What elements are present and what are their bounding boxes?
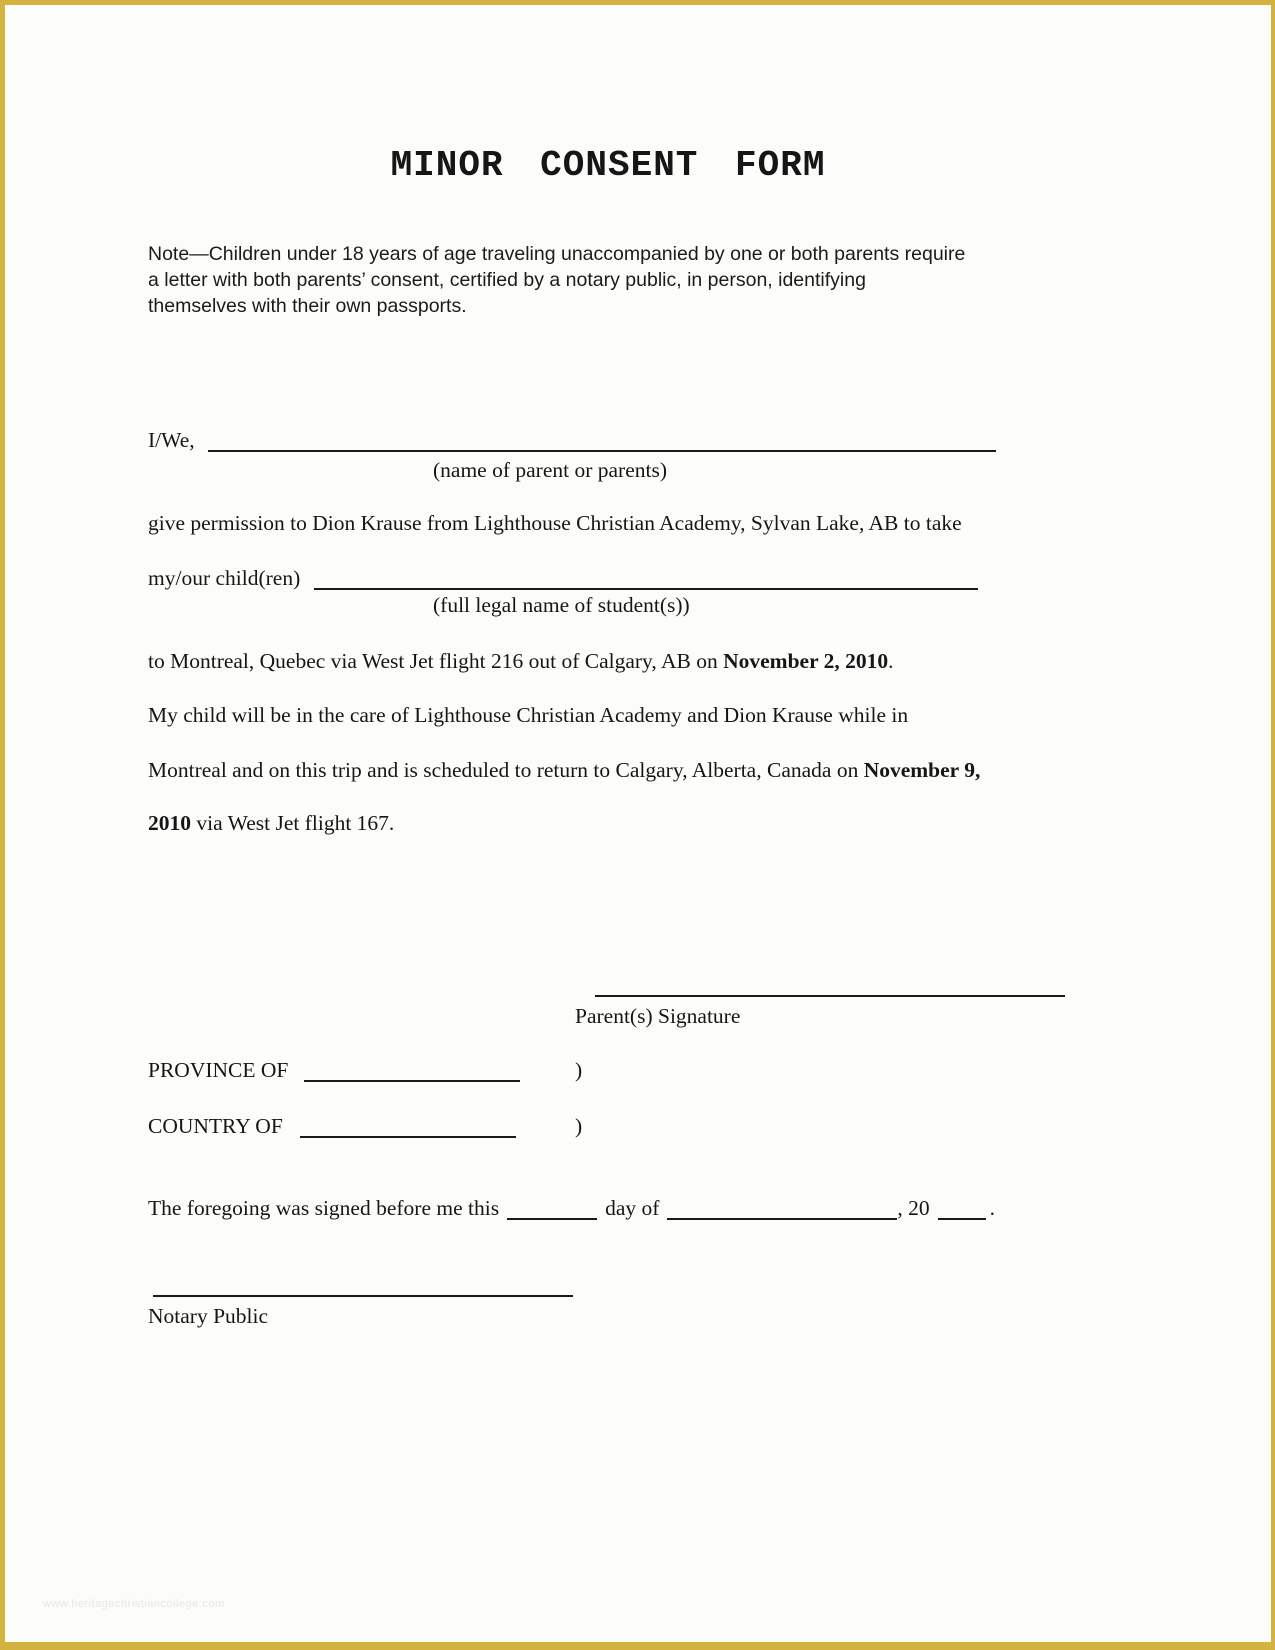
month-blank <box>667 1206 897 1220</box>
day-of-label: day of <box>605 1196 660 1220</box>
return-line <box>148 758 980 783</box>
travel-period: . <box>888 649 894 673</box>
country-blank <box>300 1124 516 1138</box>
iwe-line <box>148 428 996 453</box>
note-line: themselves with their own passports. <box>148 295 467 317</box>
notarization-line <box>148 1196 995 1221</box>
country-label: COUNTRY OF <box>148 1114 283 1138</box>
parent-signature-line <box>595 995 1065 997</box>
notary-caption: Notary Public <box>148 1304 269 1328</box>
watermark-text: www.heritagechristiancollege.com <box>43 1598 225 1610</box>
note-line: Note—Children under 18 years of age traveling unaccompanied by one or both parents require <box>148 243 966 265</box>
province-line <box>148 1058 520 1083</box>
travel-line <box>148 649 893 674</box>
year-blank <box>938 1206 986 1220</box>
parent-name-caption: (name of parent or parents) <box>433 458 668 482</box>
travel-date: November 2, 2010 <box>723 649 889 673</box>
note-line: a letter with both parents’ consent, certified by a notary public, in person, identifying <box>148 269 866 291</box>
children-line <box>148 566 978 591</box>
notarization-period: . <box>989 1196 996 1220</box>
children-name-caption: (full legal name of student(s)) <box>433 593 690 617</box>
parent-name-blank <box>208 438 996 452</box>
year-label: , 20 <box>897 1196 930 1220</box>
care-line: My child will be in the care of Lighthouse Christian Academy and Dion Krause while in <box>148 703 909 727</box>
country-line <box>148 1114 516 1139</box>
permission-line: give permission to Dion Krause from Lighthouse Christian Academy, Sylvan Lake, AB to take <box>148 511 962 535</box>
travel-text: to Montreal, Quebec via West Jet flight 216 out of Calgary, AB on <box>148 649 724 673</box>
return-line-2 <box>148 811 394 836</box>
notarization-text: The foregoing was signed before me this <box>148 1196 500 1220</box>
parent-signature-caption: Parent(s) Signature <box>575 1004 741 1028</box>
day-blank <box>507 1206 597 1220</box>
children-label: my/our child(ren) <box>148 566 301 590</box>
iwe-label: I/We, <box>148 428 195 452</box>
country-paren: ) <box>575 1114 583 1138</box>
province-label: PROVINCE OF <box>148 1058 289 1082</box>
notary-signature-line <box>153 1295 573 1297</box>
return-date-part1: November 9, <box>863 758 981 782</box>
return-date-part2: 2010 <box>148 811 191 835</box>
return-text: Montreal and on this trip and is scheduled to return to Calgary, Alberta, Canada on <box>148 758 864 782</box>
province-paren: ) <box>575 1058 583 1082</box>
return-flight-text: via West Jet flight 167. <box>191 811 395 835</box>
province-blank <box>304 1068 520 1082</box>
form-title: MINOR CONSENT FORM <box>390 145 826 186</box>
note-paragraph <box>148 241 965 319</box>
children-name-blank <box>314 576 978 590</box>
